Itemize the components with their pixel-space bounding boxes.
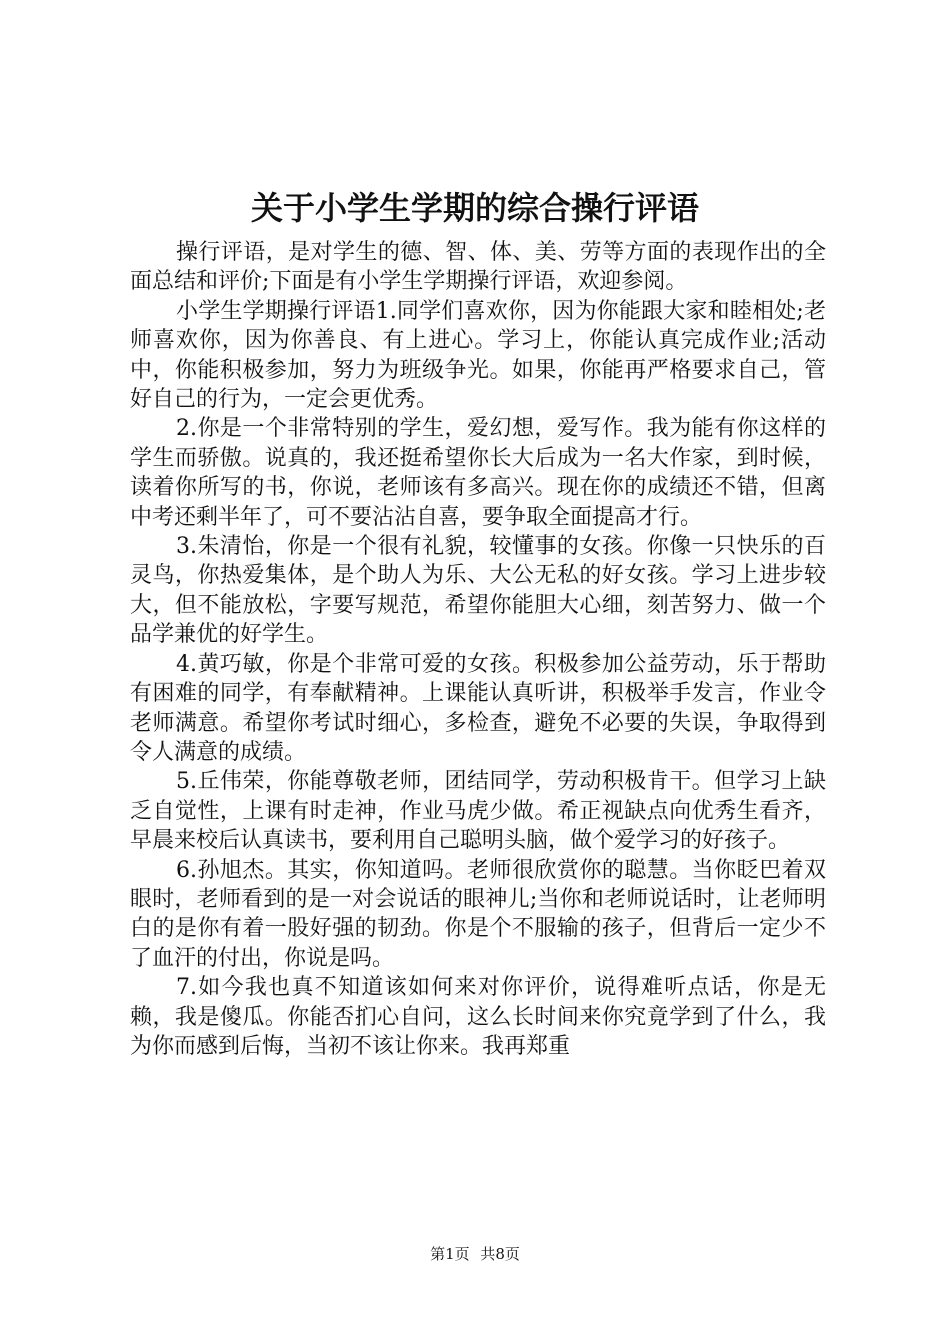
page-total: 共8页: [480, 1245, 520, 1263]
page-footer: [0, 1244, 950, 1264]
paragraph-comment-5: 5.丘伟荣，你能尊敬老师，团结同学，劳动积极肯干。但学习上缺乏自觉性，上课有时走神，作业马虎少做。希正视缺点向优秀生看齐，早晨来校后认真读书，要利用自己聪明头脑，做个爱学习的好孩子。: [130, 769, 826, 854]
paragraph-comment-2: 2.你是一个非常特别的学生，爱幻想，爱写作。我为能有你这样的学生而骄傲。说真的，我还挺希望你长大后成为一名大作家，到时候，读着你所写的书，你说，老师该有多高兴。现在你的成绩还不错，但离中考还剩半年了，可不要沾沾自喜，要争取全面提高才行。: [130, 416, 826, 530]
paragraph-comment-6: 6.孙旭杰。其实，你知道吗。老师很欣赏你的聪慧。当你眨巴着双眼时，老师看到的是一对会说话的眼神儿;当你和老师说话时，让老师明白的是你有着一股好强的韧劲。你是个不服输的孩子，但背后一定少不了血汗的付出，你说是吗。: [130, 857, 826, 971]
document-body: [130, 238, 826, 1061]
paragraph-intro: 操行评语，是对学生的德、智、体、美、劳等方面的表现作出的全面总结和评价;下面是有小学生学期操行评语，欢迎参阅。: [130, 240, 826, 295]
paragraph-comment-7: 7.如今我也真不知道该如何来对你评价，说得难听点话，你是无赖，我是傻瓜。你能否扪心自问，这么长时间来你究竟学到了什么，我为你而感到后悔，当初不该让你来。我再郑重: [130, 975, 826, 1059]
paragraph-comment-4: 4.黄巧敏，你是个非常可爱的女孩。积极参加公益劳动，乐于帮助有困难的同学，有奉献精神。上课能认真听讲，积极举手发言，作业令老师满意。希望你考试时细心，多检查，避免不必要的失误，争取得到令人满意的成绩。: [130, 651, 826, 765]
document-title: 关于小学生学期的综合操行评语: [250, 189, 699, 227]
paragraph-comment-3: 3.朱清怡，你是一个很有礼貌，较懂事的女孩。你像一只快乐的百灵鸟，你热爱集体，是个助人为乐、大公无私的好女孩。学习上进步较大，但不能放松，字要写规范，希望你能胆大心细，刻苦努力、做一个品学兼优的好学生。: [130, 534, 826, 648]
page-number: 第1页: [430, 1245, 470, 1263]
paragraph-comment-1: 小学生学期操行评语1.同学们喜欢你，因为你能跟大家和睦相处;老师喜欢你，因为你善良、有上进心。学习上，你能认真完成作业;活动中，你能积极参加，努力为班级争光。如果，你能再严格要求自己，管好自己的行为，一定会更优秀。: [130, 298, 826, 413]
